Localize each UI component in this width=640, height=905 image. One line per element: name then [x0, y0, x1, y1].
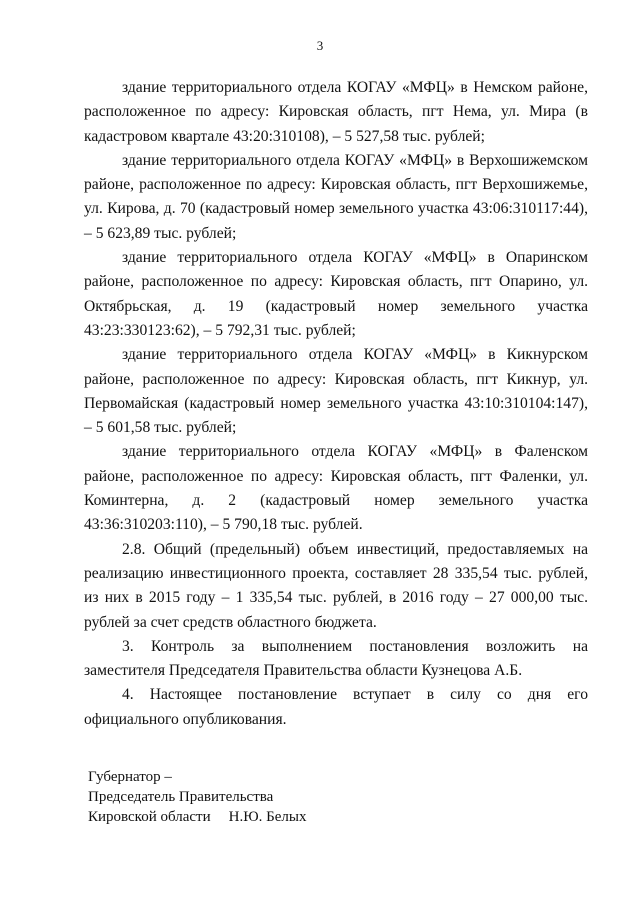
signatory-name: Н.Ю. Белых [228, 809, 307, 825]
signature-title-governor: Губернатор – [88, 769, 172, 785]
paragraph-kiknur-building: здание территориального отдела КОГАУ «МФЦ» в Кикнурском районе, расположенное по адресу: Кировская область, пгт Кикнур, ул. Первомайская (кадастровый номер земельного участка 43:10:310104:147), – 5 601,58 тыс. рублей; [84, 346, 588, 437]
page-number: 3 [316, 38, 324, 53]
paragraph-verkhoshizhemye-building: здание территориального отдела КОГАУ «МФЦ» в Верхошижемском районе, расположенное по адресу: Кировская область, пгт Верхошижемье, ул. Кирова, д. 70 (кадастровый номер земельного участка 43:06:310117:44), – 5 623,89 тыс. рублей; [84, 151, 588, 242]
signature-region-line [88, 807, 306, 827]
document-body [84, 76, 588, 732]
signature-region: Кировской области [88, 809, 211, 825]
paragraph-control: 3. Контроль за выполнением постановления возложить на заместителя Председателя Правительства области Кузнецова А.Б. [84, 637, 588, 680]
paragraph-oparino-building: здание территориального отдела КОГАУ «МФЦ» в Опаринском районе, расположенное по адресу: Кировская область, пгт Опарино, ул. Октябрьская, д. 19 (кадастровый номер земельного участка 43:23:330123:62), – 5 792,31 тыс. рублей; [84, 249, 588, 339]
paragraph-effective-date: 4. Настоящее постановление вступает в силу со дня его официального опубликования. [84, 686, 588, 728]
paragraph-falenki-building: здание территориального отдела КОГАУ «МФЦ» в Фаленском районе, расположенное по адресу: Кировская область, пгт Фаленки, ул. Коминтерна, д. 2 (кадастровый номер земельного участка 43:36:310203:110), – 5 790,18 тыс. рублей. [84, 443, 588, 534]
paragraph-nema-building: здание территориального отдела КОГАУ «МФЦ» в Немском районе, расположенное по адресу: Кировская область, пгт Нема, ул. Мира (в кадастровом квартале 43:20:310108), – 5 527,58 тыс. рублей; [84, 79, 588, 145]
signature-title-chairman: Председатель Правительства [88, 789, 274, 805]
signature-block [88, 767, 306, 827]
paragraph-investment-total: 2.8. Общий (предельный) объем инвестиций, предоставляемых на реализацию инвестиционного проекта, составляет 28 335,54 тыс. рублей, из них в 2015 году – 1 335,54 тыс. рублей, в 2016 году – 27 000,00 тыс. рублей за счет средств областного бюджета. [84, 540, 588, 631]
